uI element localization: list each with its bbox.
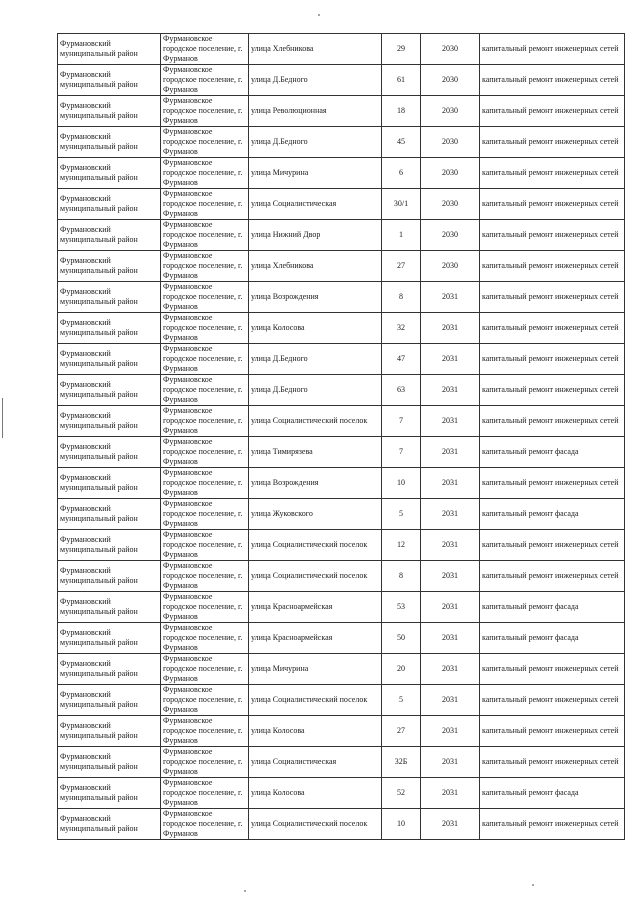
table-row: [58, 251, 625, 282]
settlement-cell: Фурмановское городское поселение, г. Фурманов: [161, 716, 249, 747]
house-number-cell: 18: [382, 96, 421, 127]
scan-artifact-dot: [318, 14, 320, 16]
table-row: [58, 747, 625, 778]
street-cell: улица Социалистическая: [249, 747, 382, 778]
table-row: [58, 716, 625, 747]
house-number-cell: 27: [382, 716, 421, 747]
street-cell: улица Красноармейская: [249, 592, 382, 623]
work-type-cell: капитальный ремонт инженерных сетей: [480, 468, 625, 499]
house-number-cell: 7: [382, 437, 421, 468]
district-cell: Фурмановский муниципальный район: [58, 592, 161, 623]
table-row: [58, 34, 625, 65]
district-cell: Фурмановский муниципальный район: [58, 406, 161, 437]
year-cell: 2031: [421, 747, 480, 778]
district-cell: Фурмановский муниципальный район: [58, 809, 161, 840]
table-row: [58, 189, 625, 220]
work-type-cell: капитальный ремонт инженерных сетей: [480, 313, 625, 344]
district-cell: Фурмановский муниципальный район: [58, 158, 161, 189]
settlement-cell: Фурмановское городское поселение, г. Фурманов: [161, 592, 249, 623]
settlement-cell: Фурмановское городское поселение, г. Фурманов: [161, 313, 249, 344]
year-cell: 2031: [421, 592, 480, 623]
district-cell: Фурмановский муниципальный район: [58, 313, 161, 344]
street-cell: улица Революционная: [249, 96, 382, 127]
scan-artifact-line: [2, 398, 3, 438]
work-type-cell: капитальный ремонт фасада: [480, 623, 625, 654]
table-row: [58, 96, 625, 127]
work-type-cell: капитальный ремонт инженерных сетей: [480, 716, 625, 747]
house-number-cell: 47: [382, 344, 421, 375]
work-type-cell: капитальный ремонт инженерных сетей: [480, 375, 625, 406]
district-cell: Фурмановский муниципальный район: [58, 282, 161, 313]
district-cell: Фурмановский муниципальный район: [58, 747, 161, 778]
house-number-cell: 32: [382, 313, 421, 344]
scan-artifact-dot: [532, 884, 534, 886]
settlement-cell: Фурмановское городское поселение, г. Фурманов: [161, 34, 249, 65]
district-cell: Фурмановский муниципальный район: [58, 654, 161, 685]
street-cell: улица Хлебникова: [249, 251, 382, 282]
district-cell: Фурмановский муниципальный район: [58, 189, 161, 220]
year-cell: 2031: [421, 375, 480, 406]
house-number-cell: 8: [382, 282, 421, 313]
settlement-cell: Фурмановское городское поселение, г. Фурманов: [161, 468, 249, 499]
house-number-cell: 63: [382, 375, 421, 406]
settlement-cell: Фурмановское городское поселение, г. Фурманов: [161, 654, 249, 685]
year-cell: 2031: [421, 778, 480, 809]
work-type-cell: капитальный ремонт инженерных сетей: [480, 747, 625, 778]
year-cell: 2030: [421, 251, 480, 282]
district-cell: Фурмановский муниципальный район: [58, 375, 161, 406]
table-row: [58, 437, 625, 468]
table-row: [58, 592, 625, 623]
street-cell: улица Колосова: [249, 716, 382, 747]
table-row: [58, 530, 625, 561]
year-cell: 2030: [421, 220, 480, 251]
house-number-cell: 20: [382, 654, 421, 685]
street-cell: улица Д.Бедного: [249, 375, 382, 406]
house-number-cell: 6: [382, 158, 421, 189]
settlement-cell: Фурмановское городское поселение, г. Фурманов: [161, 809, 249, 840]
district-cell: Фурмановский муниципальный район: [58, 127, 161, 158]
settlement-cell: Фурмановское городское поселение, г. Фурманов: [161, 344, 249, 375]
district-cell: Фурмановский муниципальный район: [58, 468, 161, 499]
district-cell: Фурмановский муниципальный район: [58, 623, 161, 654]
street-cell: улица Нижний Двор: [249, 220, 382, 251]
year-cell: 2031: [421, 499, 480, 530]
street-cell: улица Хлебникова: [249, 34, 382, 65]
year-cell: 2031: [421, 437, 480, 468]
street-cell: улица Возрождения: [249, 282, 382, 313]
work-type-cell: капитальный ремонт фасада: [480, 592, 625, 623]
house-number-cell: 32Б: [382, 747, 421, 778]
district-cell: Фурмановский муниципальный район: [58, 251, 161, 282]
work-type-cell: капитальный ремонт инженерных сетей: [480, 561, 625, 592]
settlement-cell: Фурмановское городское поселение, г. Фурманов: [161, 375, 249, 406]
table-row: [58, 654, 625, 685]
table-row: [58, 127, 625, 158]
year-cell: 2030: [421, 34, 480, 65]
district-cell: Фурмановский муниципальный район: [58, 685, 161, 716]
house-number-cell: 5: [382, 499, 421, 530]
work-type-cell: капитальный ремонт фасада: [480, 499, 625, 530]
district-cell: Фурмановский муниципальный район: [58, 34, 161, 65]
house-number-cell: 27: [382, 251, 421, 282]
year-cell: 2031: [421, 344, 480, 375]
district-cell: Фурмановский муниципальный район: [58, 561, 161, 592]
street-cell: улица Тимирязева: [249, 437, 382, 468]
year-cell: 2031: [421, 468, 480, 499]
settlement-cell: Фурмановское городское поселение, г. Фурманов: [161, 778, 249, 809]
settlement-cell: Фурмановское городское поселение, г. Фурманов: [161, 251, 249, 282]
table-row: [58, 406, 625, 437]
work-type-cell: капитальный ремонт инженерных сетей: [480, 344, 625, 375]
year-cell: 2031: [421, 530, 480, 561]
house-number-cell: 29: [382, 34, 421, 65]
district-cell: Фурмановский муниципальный район: [58, 778, 161, 809]
house-number-cell: 12: [382, 530, 421, 561]
settlement-cell: Фурмановское городское поселение, г. Фурманов: [161, 561, 249, 592]
year-cell: 2030: [421, 127, 480, 158]
settlement-cell: Фурмановское городское поселение, г. Фурманов: [161, 437, 249, 468]
work-type-cell: капитальный ремонт инженерных сетей: [480, 406, 625, 437]
street-cell: улица Социалистический поселок: [249, 530, 382, 561]
year-cell: 2030: [421, 189, 480, 220]
work-type-cell: капитальный ремонт инженерных сетей: [480, 282, 625, 313]
settlement-cell: Фурмановское городское поселение, г. Фурманов: [161, 158, 249, 189]
street-cell: улица Мичурина: [249, 158, 382, 189]
year-cell: 2031: [421, 809, 480, 840]
table-row: [58, 220, 625, 251]
year-cell: 2031: [421, 561, 480, 592]
work-type-cell: капитальный ремонт инженерных сетей: [480, 251, 625, 282]
table-row: [58, 499, 625, 530]
year-cell: 2031: [421, 716, 480, 747]
street-cell: улица Д.Бедного: [249, 127, 382, 158]
street-cell: улица Социалистический поселок: [249, 809, 382, 840]
district-cell: Фурмановский муниципальный район: [58, 530, 161, 561]
house-number-cell: 53: [382, 592, 421, 623]
table-row: [58, 685, 625, 716]
work-type-cell: капитальный ремонт инженерных сетей: [480, 34, 625, 65]
year-cell: 2031: [421, 685, 480, 716]
house-number-cell: 8: [382, 561, 421, 592]
year-cell: 2031: [421, 313, 480, 344]
street-cell: улица Социалистический поселок: [249, 561, 382, 592]
street-cell: улица Возрождения: [249, 468, 382, 499]
district-cell: Фурмановский муниципальный район: [58, 65, 161, 96]
work-type-cell: капитальный ремонт инженерных сетей: [480, 809, 625, 840]
house-number-cell: 52: [382, 778, 421, 809]
house-number-cell: 30/1: [382, 189, 421, 220]
house-number-cell: 7: [382, 406, 421, 437]
year-cell: 2030: [421, 158, 480, 189]
street-cell: улица Жуковского: [249, 499, 382, 530]
settlement-cell: Фурмановское городское поселение, г. Фурманов: [161, 127, 249, 158]
work-type-cell: капитальный ремонт фасада: [480, 437, 625, 468]
street-cell: улица Социалистический поселок: [249, 406, 382, 437]
house-number-cell: 1: [382, 220, 421, 251]
settlement-cell: Фурмановское городское поселение, г. Фурманов: [161, 96, 249, 127]
work-type-cell: капитальный ремонт фасада: [480, 778, 625, 809]
year-cell: 2031: [421, 282, 480, 313]
settlement-cell: Фурмановское городское поселение, г. Фурманов: [161, 220, 249, 251]
table-row: [58, 65, 625, 96]
district-cell: Фурмановский муниципальный район: [58, 220, 161, 251]
street-cell: улица Колосова: [249, 778, 382, 809]
house-number-cell: 45: [382, 127, 421, 158]
settlement-cell: Фурмановское городское поселение, г. Фурманов: [161, 530, 249, 561]
district-cell: Фурмановский муниципальный район: [58, 96, 161, 127]
street-cell: улица Д.Бедного: [249, 344, 382, 375]
street-cell: улица Социалистический поселок: [249, 685, 382, 716]
year-cell: 2030: [421, 65, 480, 96]
housing-repair-table: [57, 33, 625, 840]
settlement-cell: Фурмановское городское поселение, г. Фурманов: [161, 623, 249, 654]
work-type-cell: капитальный ремонт инженерных сетей: [480, 158, 625, 189]
table-row: [58, 561, 625, 592]
table-row: [58, 344, 625, 375]
settlement-cell: Фурмановское городское поселение, г. Фурманов: [161, 406, 249, 437]
settlement-cell: Фурмановское городское поселение, г. Фурманов: [161, 65, 249, 96]
year-cell: 2030: [421, 96, 480, 127]
house-number-cell: 10: [382, 809, 421, 840]
settlement-cell: Фурмановское городское поселение, г. Фурманов: [161, 282, 249, 313]
work-type-cell: капитальный ремонт инженерных сетей: [480, 685, 625, 716]
work-type-cell: капитальный ремонт инженерных сетей: [480, 189, 625, 220]
street-cell: улица Красноармейская: [249, 623, 382, 654]
settlement-cell: Фурмановское городское поселение, г. Фурманов: [161, 685, 249, 716]
district-cell: Фурмановский муниципальный район: [58, 499, 161, 530]
year-cell: 2031: [421, 654, 480, 685]
settlement-cell: Фурмановское городское поселение, г. Фурманов: [161, 499, 249, 530]
table-row: [58, 282, 625, 313]
district-cell: Фурмановский муниципальный район: [58, 344, 161, 375]
work-type-cell: капитальный ремонт инженерных сетей: [480, 127, 625, 158]
work-type-cell: капитальный ремонт инженерных сетей: [480, 220, 625, 251]
table-body: [58, 34, 625, 840]
district-cell: Фурмановский муниципальный район: [58, 716, 161, 747]
house-number-cell: 61: [382, 65, 421, 96]
house-number-cell: 50: [382, 623, 421, 654]
table-row: [58, 623, 625, 654]
work-type-cell: капитальный ремонт инженерных сетей: [480, 654, 625, 685]
street-cell: улица Мичурина: [249, 654, 382, 685]
house-number-cell: 5: [382, 685, 421, 716]
year-cell: 2031: [421, 623, 480, 654]
street-cell: улица Д.Бедного: [249, 65, 382, 96]
scan-artifact-dot: [244, 890, 246, 892]
work-type-cell: капитальный ремонт инженерных сетей: [480, 530, 625, 561]
table-row: [58, 313, 625, 344]
table-row: [58, 158, 625, 189]
district-cell: Фурмановский муниципальный район: [58, 437, 161, 468]
table-row: [58, 809, 625, 840]
street-cell: улица Колосова: [249, 313, 382, 344]
work-type-cell: капитальный ремонт инженерных сетей: [480, 65, 625, 96]
table-row: [58, 375, 625, 406]
table-row: [58, 468, 625, 499]
table-row: [58, 778, 625, 809]
settlement-cell: Фурмановское городское поселение, г. Фурманов: [161, 747, 249, 778]
year-cell: 2031: [421, 406, 480, 437]
settlement-cell: Фурмановское городское поселение, г. Фурманов: [161, 189, 249, 220]
street-cell: улица Социалистическая: [249, 189, 382, 220]
house-number-cell: 10: [382, 468, 421, 499]
work-type-cell: капитальный ремонт инженерных сетей: [480, 96, 625, 127]
